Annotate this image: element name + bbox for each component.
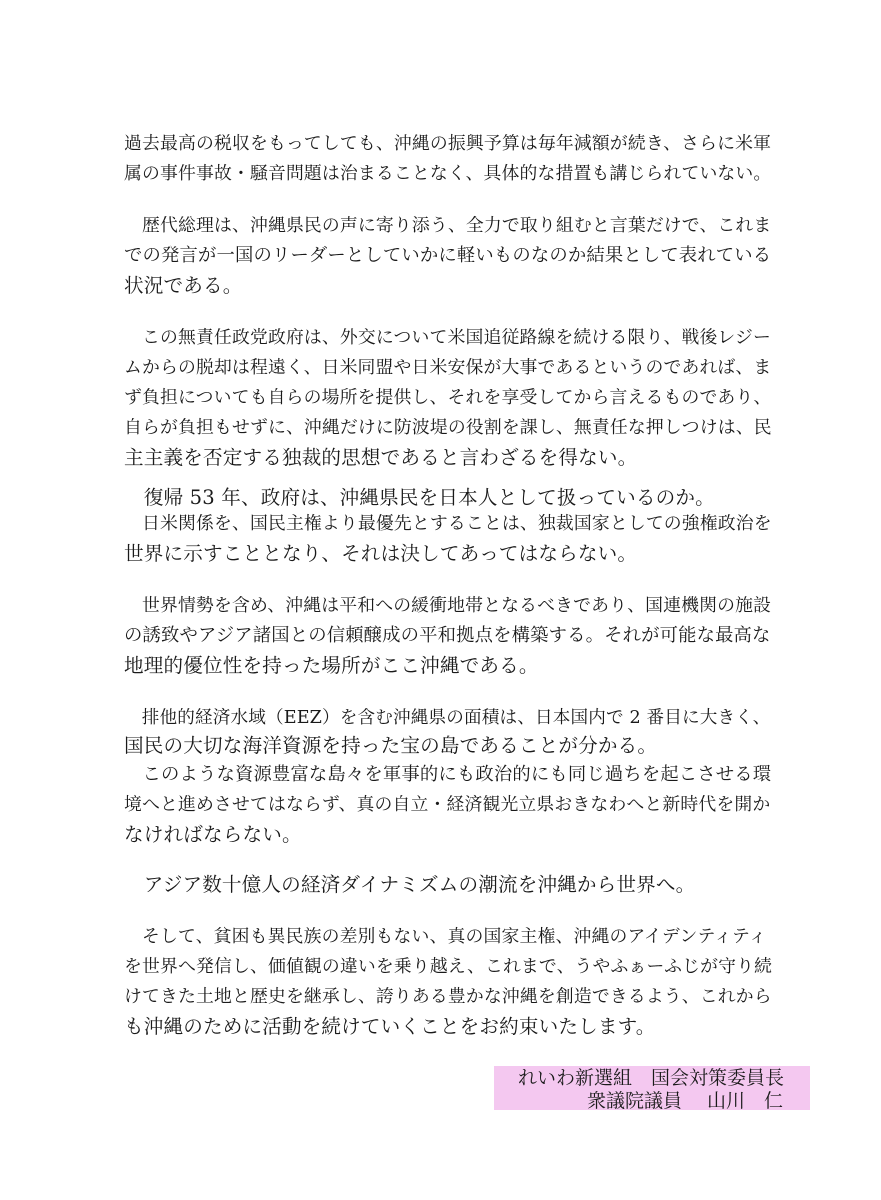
paragraph-2-line-2: での発言が一国のリーダーとしていかに軽いものなのか結果として表れている	[124, 245, 772, 266]
paragraph-8-line-1: そして、貧困も異民族の差別もない、真の国家主権、沖縄のアイデンティティ	[124, 926, 767, 947]
paragraph-6-line-4: 境へと進めさせてはならず、真の自立・経済観光立県おきなわへと新時代を開か	[124, 794, 771, 815]
paragraph-1-line-2: 属の事件事故・騒音問題は治まることなく、具体的な措置も講じられていない。	[124, 163, 772, 184]
paragraph-8-line-2: を世界へ発信し、価値観の違いを乗り越え、これまで、うやふぁーふじが守り続	[124, 956, 773, 977]
paragraph-4-line-1: 復帰 53 年、政府は、沖縄県民を日本人として扱っているのか。	[124, 486, 715, 509]
paragraph-2-line-1: 歴代総理は、沖縄県民の声に寄り添う、全力で取り組むと言葉だけで、これま	[124, 215, 772, 236]
paragraph-6-line-5: なければならない。	[124, 823, 302, 846]
paragraph-7-line-1: アジア数十億人の経済ダイナミズムの潮流を沖縄から世界へ。	[124, 873, 696, 896]
paragraph-3-line-4: 自らが負担もせずに、沖縄だけに防波堤の役割を課し、無責任な押しつけは、民	[124, 417, 772, 438]
paragraph-5-line-1: 世界情勢を含め、沖縄は平和への緩衝地帯となるべきであり、国連機関の施設	[124, 595, 772, 616]
paragraph-6-line-3: このような資源豊富な島々を軍事的にも政治的にも同じ過ちを起こさせる環	[124, 764, 772, 785]
paragraph-6-line-1: 排他的経済水域（EEZ）を含む沖縄県の面積は、日本国内で 2 番目に大きく、	[124, 708, 771, 728]
paragraph-5-line-3: 地理的優位性を持った場所がここ沖縄である。	[124, 654, 539, 677]
paragraph-6-line-2: 国民の大切な海洋資源を持った宝の島であることが分かる。	[124, 734, 658, 757]
paragraph-3-line-3: ず負担についても自らの場所を提供し、それを享受してから言えるものであり、	[124, 387, 772, 408]
paragraph-5-line-2: の誘致やアジア諸国との信頼醸成の平和拠点を構築する。それが可能な最高な	[124, 625, 771, 646]
paragraph-2-line-3: 状況である。	[124, 274, 243, 297]
paragraph-1-line-1: 過去最高の税収をもってしても、沖縄の振興予算は毎年減額が続き、さらに米軍	[124, 133, 772, 154]
paragraph-3-line-1: この無責任政党政府は、外交について米国追従路線を続ける限り、戦後レジー	[124, 327, 771, 348]
signature-name: 衆議院議員 山川 仁	[587, 1090, 784, 1112]
paragraph-4-line-3: 世界に示すこととなり、それは決してあってはならない。	[124, 542, 638, 565]
paragraph-8-line-3: けてきた土地と歴史を継承し、誇りある豊かな沖縄を創造できるよう、これから	[124, 986, 772, 1007]
paragraph-3-line-2: ムからの脱却は程遠く、日米同盟や日米安保が大事であるというのであれば、ま	[124, 357, 772, 378]
paragraph-3-line-5: 主主義を否定する独裁的思想であると言わざるを得ない。	[124, 446, 638, 469]
paragraph-8-line-4: も沖縄のために活動を続けていくことをお約束いたします。	[124, 1015, 656, 1038]
paragraph-4-line-2: 日米関係を、国民主権より最優先とすることは、独裁国家としての強権政治を	[124, 513, 772, 534]
signature-title: れいわ新選組 国会対策委員長	[518, 1067, 785, 1089]
